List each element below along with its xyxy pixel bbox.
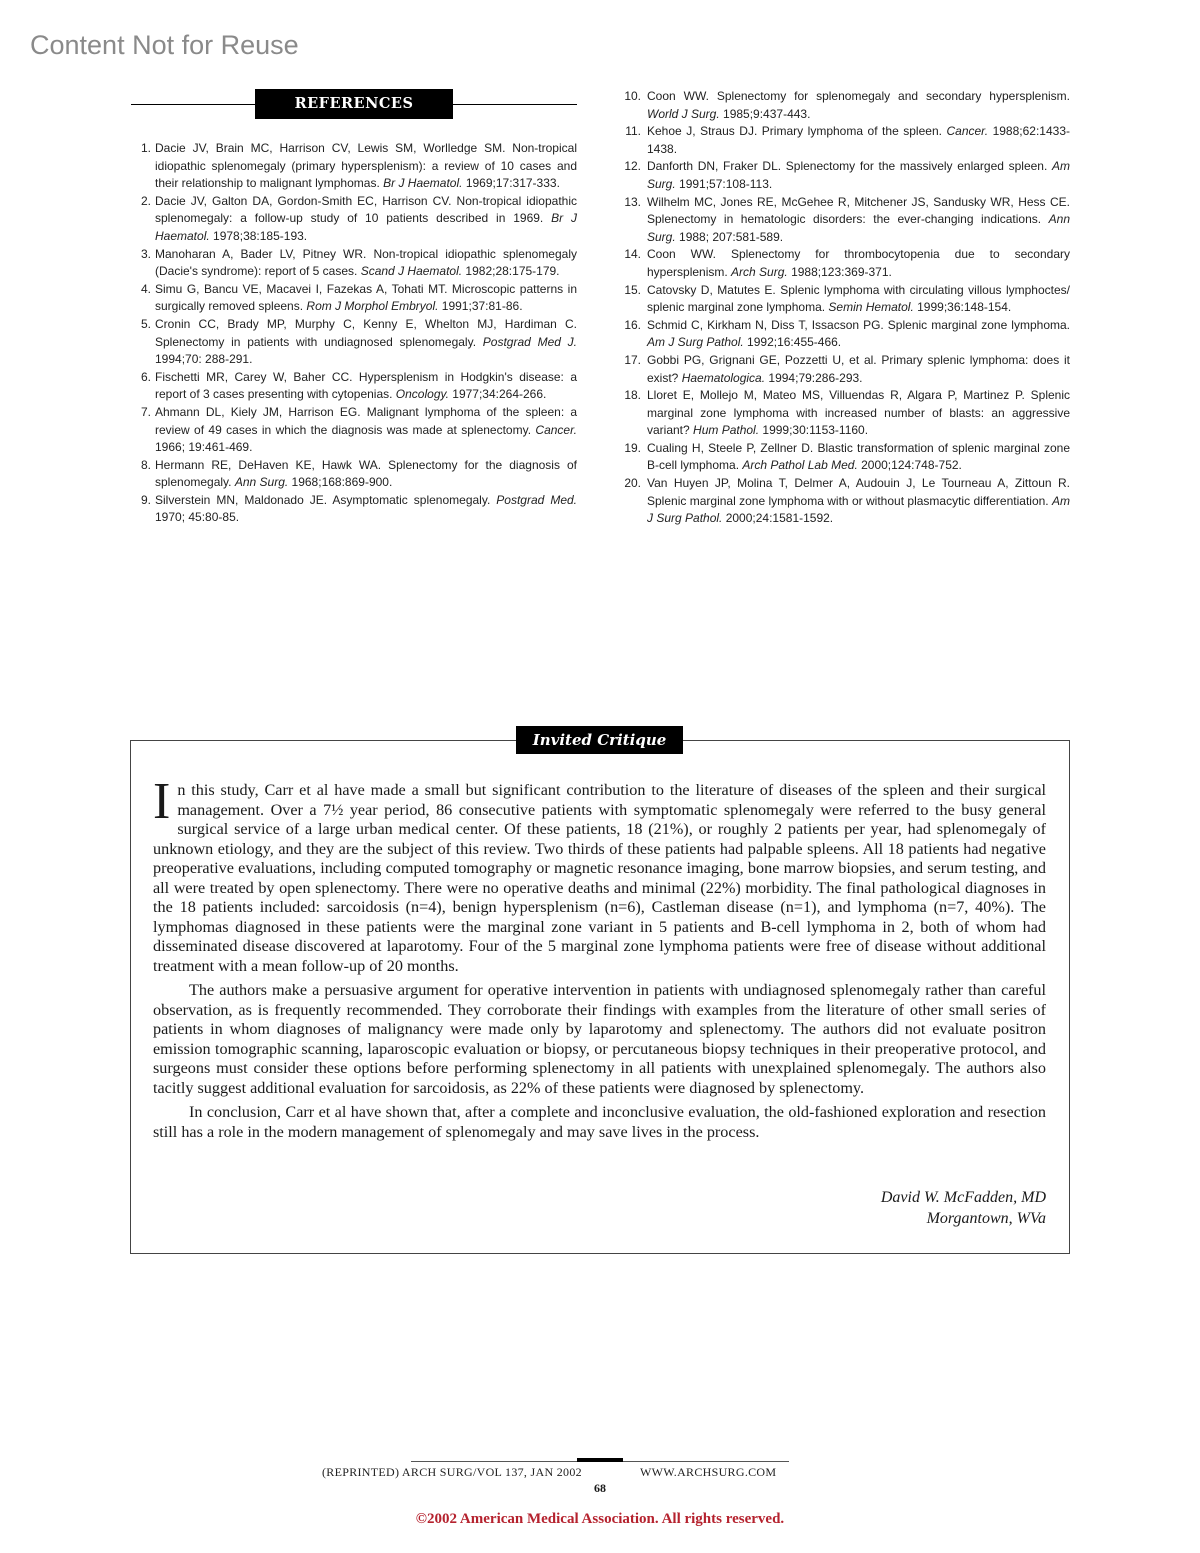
critique-title: Invited Critique xyxy=(516,726,683,754)
author-location: Morgantown, WVa xyxy=(926,1210,1046,1227)
references-heading xyxy=(131,89,577,119)
footer-website: WWW.ARCHSURG.COM xyxy=(640,1465,777,1479)
reference-item: 17. Gobbi PG, Grignani GE, Pozzetti U, et al. Primary splenic lymphoma: does it exist? Haematologica. 1994;79:286-293. xyxy=(624,352,1070,385)
reference-item: 9. Silverstein MN, Maldonado JE. Asymptomatic splenomegaly. Postgrad Med. 1970; 45:80-85. xyxy=(140,492,577,525)
reference-item: 16. Schmid C, Kirkham N, Diss T, Issacson PG. Splenic marginal zone lymphoma. Am J Surg Pathol. 1992;16:455-466. xyxy=(624,317,1070,350)
copyright: ©2002 American Medical Association. All rights reserved. xyxy=(415,1511,785,1527)
reference-item: 11. Kehoe J, Straus DJ. Primary lymphoma of the spleen. Cancer. 1988;62:1433-1438. xyxy=(625,124,1070,156)
reference-item: 14. Coon WW. Splenectomy for thrombocytopenia due to secondary hypersplenism. Arch Surg. 1988;123:369-371. xyxy=(624,247,1070,279)
reference-item: 1. Dacie JV, Brain MC, Harrison CV, Lewis SM, Worlledge SM. Non-tropical idiopathic splenomegaly (primary hypersplenism): a review of 10 cases and their relationship to malignant lymphomas. Br J Haematol. 1969;17:317-333. xyxy=(140,141,577,191)
reference-item: 7. Ahmann DL, Kiely JM, Harrison EG. Malignant lymphoma of the spleen: a review of 49 cases in which the diagnosis was made at splenectomy. Cancer. 1966; 19:461-469. xyxy=(140,404,577,455)
reference-item: 3. Manoharan A, Bader LV, Pitney WR. Non-tropical idiopathic splenomegaly (Dacie's syndrome): report of 5 cases. Scand J Haematol. 1982;28:175-179. xyxy=(140,246,577,279)
critique-body xyxy=(153,773,1046,1147)
reference-item: 13. Wilhelm MC, Jones RE, McGehee R, Mitchener JS, Sandusky WR, Hess CE. Splenectomy in hematologic disorders: the ever-changing indications. Ann Surg. 1988; 207:581-589. xyxy=(624,194,1070,244)
references-list-left xyxy=(137,140,577,527)
reference-item: 8. Hermann RE, DeHaven KE, Hawk WA. Splenectomy for the diagnosis of splenomegaly. Ann Surg. 1968;168:869-900. xyxy=(140,457,577,490)
reference-item: 12. Danforth DN, Fraker DL. Splenectomy for the massively enlarged spleen. Am Surg. 1991;57:108-113. xyxy=(624,159,1070,191)
references-title: REFERENCES xyxy=(255,89,453,119)
author-name: David W. McFadden, MD xyxy=(880,1189,1046,1206)
critique-paragraph: In conclusion, Carr et al have shown that, after a complete and inconclusive evaluation, the old-fashioned exploration and resection still has a role in the modern management of splenomegaly and may save lives in the process. xyxy=(153,1103,1046,1141)
critique-paragraph: The authors make a persuasive argument for operative intervention in patients with undiagnosed splenomegaly rather than careful observation, as is frequently recommended. They corroborate their findings with examples from the literature of other small series of patients in whom diagnoses of malignancy were made only by laparotomy and splenectomy. The authors did not evaluate positron emission tomographic scanning, laparoscopic evaluation or biopsy, or percutaneous biopsy techniques in their preoperative protocol, and surgeons must consider these options before performing splenectomy in all patients with unexplained splenomegaly. The authors also tacitly suggest additional evaluation for sarcoidosis, as 22% of these patients were diagnosed by splenectomy. xyxy=(153,981,1046,1097)
reference-item: 15. Catovsky D, Matutes E. Splenic lymphoma with circulating villous lymphoctes/ splenic marginal zone lymphoma. Semin Hematol. 1999;36:148-154. xyxy=(624,282,1070,315)
drop-cap: I xyxy=(153,773,171,830)
reference-item: 10. Coon WW. Splenectomy for splenomegaly and secondary hypersplenism. World J Surg. 1985;9:437-443. xyxy=(624,89,1070,121)
signature xyxy=(820,1187,1046,1229)
reference-item: 19. Cualing H, Steele P, Zellner D. Blastic transformation of splenic marginal zone B-cell lymphoma. Arch Pathol Lab Med. 2000;124:748-752. xyxy=(624,440,1070,473)
references-list-right xyxy=(620,88,1070,528)
footer-citation: (REPRINTED) ARCH SURG/VOL 137, JAN 2002 xyxy=(322,1465,582,1479)
reference-item: 6. Fischetti MR, Carey W, Baher CC. Hypersplenism in Hodgkin's disease: a report of 3 cases presenting with cytopenias. Oncology. 1977;34:264-266. xyxy=(140,369,577,402)
reference-item: 20. Van Huyen JP, Molina T, Delmer A, Audouin J, Le Tourneau A, Zittoun R. Splenic marginal zone lymphoma with or without plasmacytic differentiation. Am J Surg Pathol. 2000;24:1581-1592. xyxy=(624,476,1070,526)
reference-item: 5. Cronin CC, Brady MP, Murphy C, Kenny E, Whelton MJ, Hardiman C. Splenectomy in patients with undiagnosed splenomegaly. Postgrad Med J. 1994;70: 288-291. xyxy=(140,316,577,367)
reference-item: 4. Simu G, Bancu VE, Macavei I, Fazekas A, Tohati MT. Microscopic patterns in surgically removed spleens. Rom J Morphol Embryol. 1991;37:81-86. xyxy=(140,281,577,314)
reference-item: 18. Lloret E, Mollejo M, Mateo MS, Villuendas R, Algara P, Martinez P. Splenic marginal zone lymphoma with increased number of blasts: an aggressive variant? Hum Pathol. 1999;30:1153-1160. xyxy=(624,388,1070,438)
footer-bar xyxy=(577,1458,623,1462)
watermark: Content Not for Reuse xyxy=(30,30,299,60)
critique-paragraph: In this study, Carr et al have made a small but significant contribution to the literature of diseases of the spleen and their surgical management. Over a 7½ year period, 86 consecutive patients with symptomatic splenomegaly were referred to the busy general surgical service of a large urban medical center. Of these patients, 18 (21%), or roughly 2 patients per year, had splenomegaly of unknown etiology, and they are the subject of this review. Two thirds of these patients had palpable spleens. All 18 patients had negative preoperative evaluations, including computed tomography or magnetic resonance imaging, bone marrow biopsies, and serum testing, and all were treated by open splenectomy. There were no operative deaths and minimal (22%) morbidity. The final pathological diagnoses in the 18 patients included: sarcoidosis (n=4), benign hypersplenism (n=6), Castleman disease (n=1), and lymphoma (n=7, 40%). The lymphomas diagnosed in these patients were the marginal zone variant in 5 patients and B-cell lymphoma in 2, both of whom had disseminated disease discovered at laparotomy. Four of the 5 marginal zone lymphoma patients were free of disease without additional treatment with a mean follow-up of 20 months. xyxy=(153,773,1046,975)
page-number: 68 xyxy=(594,1481,606,1495)
reference-item: 2. Dacie JV, Galton DA, Gordon-Smith EC, Harrison CV. Non-tropical idiopathic splenomegaly: a follow-up study of 10 patients described in 1969. Br J Haematol. 1978;38:185-193. xyxy=(140,193,577,243)
